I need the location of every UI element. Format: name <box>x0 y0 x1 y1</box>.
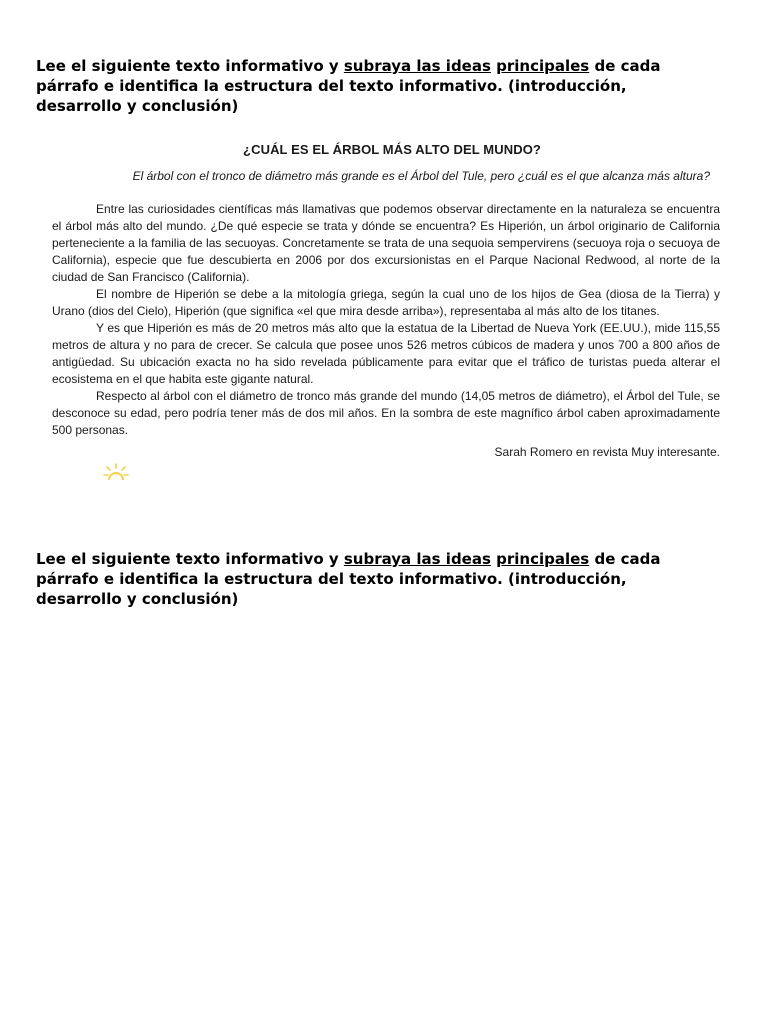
article-body <box>52 201 720 439</box>
article-title: ¿CUÁL ES EL ÁRBOL MÁS ALTO DEL MUNDO? <box>243 142 541 157</box>
instruction-text-repeat <box>36 549 696 609</box>
article-paragraph: El nombre de Hiperión se debe a la mitología griega, según la cual uno de los hijos de Gea (diosa de la Tierra) y Urano (dios del Cielo), Hiperión (que significa «el que mira desde arriba»), representaba al más alto de los titanes. <box>52 287 720 318</box>
scanned-article <box>52 142 720 459</box>
article-paragraph: Y es que Hiperión es más de 20 metros más alto que la estatua de la Libertad de Nueva York (EE.UU.), mide 115,55 metros de altura y no para de crecer. Se calcula que posee unos 526 metros cúbicos de madera y unos 700 a 800 años de antigüedad. Su ubicación exacta no ha sido revelada públicamente para evitar que el tráfico de turistas pueda alterar el ecosistema en el que habita este gigante natural. <box>52 321 720 386</box>
instruction-text <box>36 56 696 116</box>
instruction-part-3: de cada párrafo e identifica la estructura del texto informativo. (introducción, desarrollo y conclusión) <box>36 550 661 608</box>
instruction-part-1: Lee el siguiente texto informativo y <box>36 550 344 568</box>
article-subtitle: El árbol con el tronco de diámetro más grande es el Árbol del Tule, pero ¿cuál es el que alcanza más altura? <box>132 169 710 183</box>
instruction-underline-2: principales <box>496 57 590 75</box>
sun-icon <box>102 462 130 484</box>
article-signature: Sarah Romero en revista Muy interesante. <box>494 445 720 459</box>
instruction-underline-1: subraya las ideas <box>343 550 491 568</box>
article-paragraph: Entre las curiosidades científicas más llamativas que podemos observar directamente en la naturaleza se encuentra el árbol más alto del mundo. ¿De qué especie se trata y dónde se encuentra? Es Hiperión, un árbol originario de California perteneciente a la familia de las secuoyas. Concretamente se trata de una sequoia sempervirens (secuoya roja o secuoya de California), especie que fue descubierta en 2006 por dos excursionistas en el Parque Nacional Redwood, al norte de la ciudad de San Francisco (California). <box>52 202 720 284</box>
instruction-underline-2: principales <box>496 550 590 568</box>
instruction-underline-1: subraya las ideas <box>343 57 491 75</box>
instruction-part-3: de cada párrafo e identifica la estructura del texto informativo. (introducción, desarrollo y conclusión) <box>36 57 661 115</box>
instruction-part-1: Lee el siguiente texto informativo y <box>36 57 344 75</box>
article-paragraph: Respecto al árbol con el diámetro de tronco más grande del mundo (14,05 metros de diámetro), el Árbol del Tule, se desconoce su edad, pero podría tener más de dos mil años. En la sombra de este magnífico árbol caben aproximadamente 500 personas. <box>52 389 720 437</box>
